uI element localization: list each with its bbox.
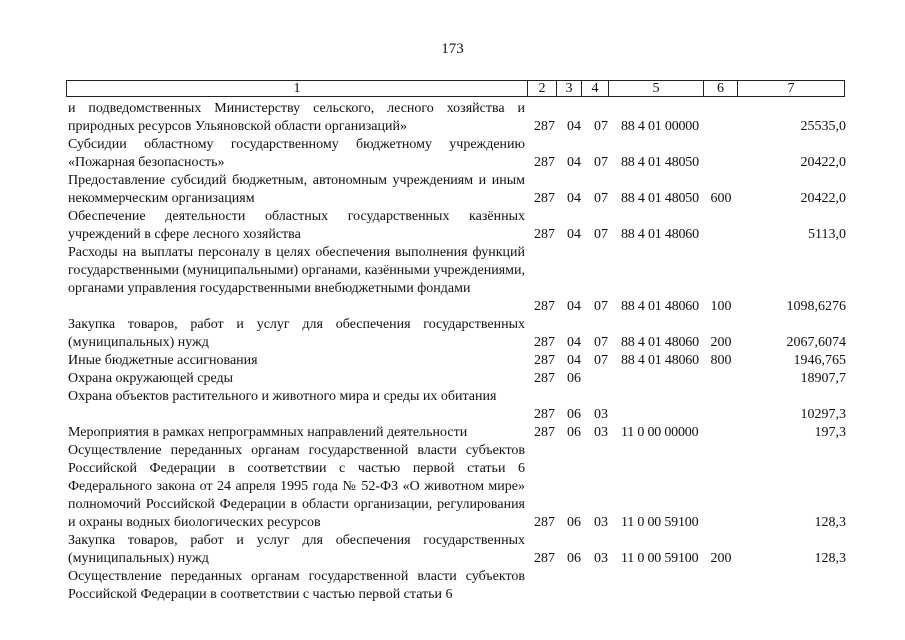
cell-expense-type: 800: [710, 353, 732, 368]
cell-ministry: 287: [534, 407, 555, 422]
row-description: Охрана объектов растительного и животного мира и среды их обитания: [68, 389, 497, 404]
cell-amount: 128,3: [814, 515, 846, 530]
cell-section: 06: [567, 515, 581, 530]
header-col-3: 3: [556, 81, 581, 96]
header-col-5: 5: [608, 81, 703, 96]
cell-ministry: 287: [534, 227, 555, 242]
cell-target-article: 11 0 00 59100: [621, 551, 699, 566]
cell-section: 04: [567, 335, 581, 350]
cell-subsection: 07: [594, 299, 608, 314]
cell-amount: 25535,0: [800, 119, 846, 134]
row-description: Субсидии областному государственному бюджетному учреждению «Пожарная безопасность»: [68, 137, 525, 170]
row-description: Охрана окружающей среды: [68, 371, 234, 386]
cell-amount: 18907,7: [800, 371, 846, 386]
cell-section: 06: [567, 425, 581, 440]
row-description: Иные бюджетные ассигнования: [68, 353, 258, 368]
table-row: [0, 568, 905, 604]
cell-expense-type: 100: [710, 299, 732, 314]
table-row: [0, 172, 905, 208]
row-description: Осуществление переданных органам государственной власти субъектов Российской Федерации в соответствии с частью первой статьи 6: [68, 569, 525, 602]
cell-target-article: 88 4 01 48060: [621, 227, 699, 242]
cell-ministry: 287: [534, 191, 555, 206]
cell-section: 06: [567, 407, 581, 422]
cell-subsection: 07: [594, 119, 608, 134]
cell-target-article: 88 4 01 48050: [621, 155, 699, 170]
cell-target-article: 88 4 01 00000: [621, 119, 699, 134]
table-row: [0, 208, 905, 244]
table-row: [0, 532, 905, 568]
cell-amount: 128,3: [814, 551, 846, 566]
cell-section: 04: [567, 299, 581, 314]
header-col-4: 4: [581, 81, 608, 96]
header-col-7: 7: [737, 81, 844, 96]
cell-section: 06: [567, 371, 581, 386]
page-number: 173: [441, 41, 464, 57]
cell-ministry: 287: [534, 353, 555, 368]
cell-amount: 1098,6276: [786, 299, 846, 314]
table-row: [0, 370, 905, 388]
cell-amount: 20422,0: [800, 191, 846, 206]
table-row: [0, 100, 905, 136]
table-row: [0, 316, 905, 352]
cell-amount: 2067,6074: [786, 335, 846, 350]
cell-ministry: 287: [534, 515, 555, 530]
table-row: [0, 442, 905, 532]
row-description: Обеспечение деятельности областных государственных казённых учреждений в сфере лесного хозяйства: [68, 209, 525, 242]
cell-section: 04: [567, 353, 581, 368]
row-description: Закупка товаров, работ и услуг для обеспечения государственных (муниципальных) нужд: [68, 533, 525, 566]
cell-subsection: 03: [594, 407, 608, 422]
cell-section: 04: [567, 191, 581, 206]
header-col-1: 1: [293, 81, 301, 96]
row-description: и подведомственных Министерству сельского, лесного хозяйства и природных ресурсов Ульяновской области организаций»: [68, 101, 525, 134]
table-row: [0, 244, 905, 316]
cell-subsection: 03: [594, 551, 608, 566]
cell-subsection: 03: [594, 515, 608, 530]
row-description: Предоставление субсидий бюджетным, автономным учреждениям и иным некоммерческим организациям: [68, 173, 525, 206]
cell-target-article: 11 0 00 00000: [621, 425, 699, 440]
cell-section: 04: [567, 119, 581, 134]
table-row: [0, 424, 905, 442]
cell-subsection: 03: [594, 425, 608, 440]
cell-expense-type: 600: [710, 191, 732, 206]
table-row: [0, 352, 905, 370]
cell-subsection: 07: [594, 353, 608, 368]
cell-ministry: 287: [534, 299, 555, 314]
cell-section: 04: [567, 155, 581, 170]
header-col-6: 6: [703, 81, 737, 96]
cell-target-article: 88 4 01 48060: [621, 299, 699, 314]
cell-ministry: 287: [534, 119, 555, 134]
table-header: [66, 80, 845, 97]
row-description: Осуществление переданных органам государственной власти субъектов Российской Федерации в соответствии с частью первой статьи 6 Федерального закона от 24 апреля 1995 года № 52-ФЗ «О животном мире» полномочий Российской Федерации в области организации, регулирования и охраны водных биологических ресурсов: [68, 443, 525, 530]
cell-target-article: 88 4 01 48060: [621, 353, 699, 368]
cell-amount: 197,3: [814, 425, 846, 440]
cell-amount: 1946,765: [793, 353, 846, 368]
cell-section: 06: [567, 551, 581, 566]
cell-ministry: 287: [534, 371, 555, 386]
row-description: Расходы на выплаты персоналу в целях обеспечения выполнения функций государственными (муниципальными) органами, казёнными учреждениями, органами управления государственными внебюджетными фондами: [68, 245, 525, 296]
cell-expense-type: 200: [710, 335, 732, 350]
header-col-2: 2: [527, 81, 556, 96]
cell-ministry: 287: [534, 155, 555, 170]
cell-subsection: 07: [594, 335, 608, 350]
cell-subsection: 07: [594, 155, 608, 170]
row-description: Мероприятия в рамках непрограммных направлений деятельности: [68, 425, 468, 440]
cell-ministry: 287: [534, 335, 555, 350]
cell-section: 04: [567, 227, 581, 242]
cell-target-article: 88 4 01 48050: [621, 191, 699, 206]
cell-subsection: 07: [594, 191, 608, 206]
cell-amount: 10297,3: [800, 407, 846, 422]
table-row: [0, 388, 905, 424]
cell-subsection: 07: [594, 227, 608, 242]
cell-ministry: 287: [534, 551, 555, 566]
cell-amount: 5113,0: [808, 227, 846, 242]
cell-target-article: 11 0 00 59100: [621, 515, 699, 530]
row-description: Закупка товаров, работ и услуг для обеспечения государственных (муниципальных) нужд: [68, 317, 525, 350]
table-row: [0, 136, 905, 172]
cell-target-article: 88 4 01 48060: [621, 335, 699, 350]
cell-ministry: 287: [534, 425, 555, 440]
cell-expense-type: 200: [710, 551, 732, 566]
table-body: [0, 100, 905, 640]
cell-amount: 20422,0: [800, 155, 846, 170]
